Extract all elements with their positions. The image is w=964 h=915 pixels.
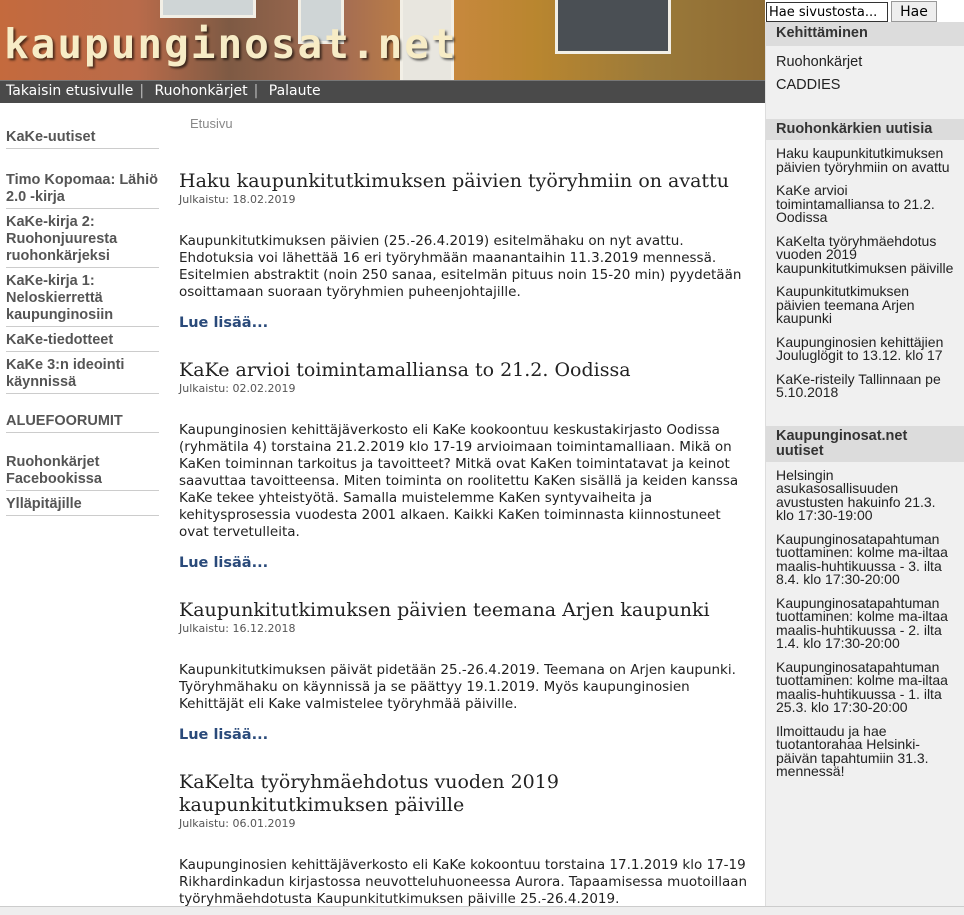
read-more-link[interactable]: Lue lisää... — [179, 727, 269, 743]
sidebar-item-kopomaa-kirja[interactable]: Timo Kopomaa: Lähiö 2.0 -kirja — [6, 171, 159, 209]
article-body: Kaupunginosien kehittäjäverkosto eli KaKe kookoontuu keskustakirjasto Oodissa (ryhmätila 4) torstaina 21.2.2019 klo 17-19 arvioimaan toimintamalliaan. Mikä on KaKen toiminnan tarkoitus ja tavoitteet? Mitkä ovat KaKen toimintatavat ja keinot saavuttaa tavoitteensa. Miten toiminta on roolitettu KaKen sisällä ja keiden kanssa KaKe tekee yhteistyötä. Samalla muistelemme KaKen syntyvaiheita ja kehitysprosessia vuodesta 2001 alkaen. Kaikki KaKen toiminnasta kiinnostuneet ovat tervetulleita. — [179, 422, 739, 540]
top-nav — [0, 80, 765, 103]
article-body: Kaupunginosien kehittäjäverkosto eli KaKe kokoontuu torstaina 17.1.2019 klo 17-19 Rikhardinkadun kirjastossa neuvotteluhuoneessa Aurora. Tapaamisessa muotoillaan työryhmäehdotusta Kaupunkitutkimuksen päiville 25.-26.4.2019. — [179, 857, 748, 906]
breadcrumb[interactable]: Etusivu — [190, 116, 233, 131]
kehittaminen-list — [766, 46, 964, 107]
sidebar-item-kake-kirja-2[interactable]: KaKe-kirja 2: Ruohonjuuresta ruohonkärjeksi — [6, 213, 159, 268]
article-title[interactable]: KaKe arvioi toimintamalliansa to 21.2. Oodissa — [179, 359, 631, 381]
nav-link-home[interactable]: Takaisin etusivulle — [6, 83, 134, 99]
nav-link-feedback[interactable]: Palaute — [268, 83, 321, 99]
read-more-link[interactable]: Lue lisää... — [179, 555, 269, 571]
news-link[interactable]: Helsingin asukasosallisuuden avustusten hakuinfo 21.3. klo 17:30-19:00 — [776, 466, 936, 523]
sidebar-item-kake-tiedotteet[interactable]: KaKe-tiedotteet — [6, 331, 159, 352]
sidebar-item-kake-kirja-1[interactable]: KaKe-kirja 1: Neloskierrettä kaupunginosiin — [6, 272, 159, 327]
site-logo[interactable]: kaupunginosat.net — [4, 20, 458, 68]
kaupunginosat-uutiset-heading: Kaupunginosat.net uutiset — [766, 426, 964, 462]
building-window — [160, 0, 256, 18]
article-date: Julkaistu: 16.12.2018 — [179, 622, 296, 635]
ruohonkarkien-uutisia-list — [766, 140, 964, 418]
ruohonkarkien-uutisia-heading: Ruohonkärkien uutisia — [766, 119, 964, 140]
news-link[interactable]: Ilmoittaudu ja hae tuotantorahaa Helsinki-päivän tapahtumiin 31.3. mennessä! — [776, 722, 929, 779]
article-title[interactable]: Haku kaupunkitutkimuksen päivien työryhmiin on avattu — [179, 170, 729, 192]
news-link[interactable]: KaKe-risteily Tallinnaan pe 5.10.2018 — [776, 370, 941, 400]
news-article — [179, 170, 751, 331]
article-title[interactable]: KaKelta työryhmäehdotus vuoden 2019 kaupunkitutkimuksen päiville — [179, 771, 559, 816]
news-link[interactable]: Haku kaupunkitutkimuksen päivien työryhmiin on avattu — [776, 145, 950, 175]
kehittaminen-item[interactable]: Ruohonkärjet — [776, 54, 863, 70]
news-link[interactable]: Kaupunginosatapahtuman tuottaminen: kolme ma-iltaa maalis-huhtikuussa - 1. ilta 25.3. klo 17:30-20:00 — [776, 658, 948, 715]
news-article — [179, 599, 751, 743]
news-link[interactable]: KaKelta työryhmäehdotus vuoden 2019 kaupunkitutkimuksen päiville — [776, 232, 954, 276]
sidebar-item-kake-3[interactable]: KaKe 3:n ideointi käynnissä — [6, 356, 159, 394]
building-window — [555, 0, 671, 54]
article-title[interactable]: Kaupunkitutkimuksen päivien teemana Arjen kaupunki — [179, 599, 710, 621]
kehittaminen-heading: Kehittäminen — [766, 22, 964, 46]
nav-link-ruohonkarjet[interactable]: Ruohonkärjet — [154, 83, 248, 99]
sidebar-item-kake-uutiset[interactable]: KaKe-uutiset — [6, 128, 159, 149]
article-date: Julkaistu: 02.02.2019 — [179, 382, 296, 395]
left-sidebar — [6, 128, 159, 516]
news-article — [179, 771, 751, 906]
article-body: Kaupunkitutkimuksen päivien (25.-26.4.2019) esitelmähaku on nyt avattu. Ehdotuksia voi lähettää 16 eri työryhmään maanantaihin 11.3.2019 mennessä. Esitelmien abstraktit (noin 250 sanaa, esitelmän pituus noin 15-20 min) pyydetään osoittamaan suoraan työryhmien puheenjohtajille. — [179, 233, 742, 300]
news-link[interactable]: Kaupunkitutkimuksen päivien teemana Arjen kaupunki — [776, 283, 915, 326]
main-content — [160, 103, 765, 906]
sidebar-item-facebook[interactable]: Ruohonkärjet Facebookissa — [6, 453, 159, 491]
search-button[interactable]: Hae — [891, 1, 937, 22]
nav-separator: | — [139, 83, 145, 99]
kehittaminen-item[interactable]: CADDIES — [776, 77, 841, 93]
read-more-link[interactable]: Lue lisää... — [179, 315, 269, 331]
kaupunginosat-uutiset-list — [766, 462, 964, 797]
article-date: Julkaistu: 18.02.2019 — [179, 193, 296, 206]
sidebar-item-yllapitajille[interactable]: Ylläpitäjille — [6, 495, 159, 516]
nav-separator: | — [253, 83, 259, 99]
header-banner — [0, 0, 765, 80]
news-link[interactable]: Kaupunginosatapahtuman tuottaminen: kolme ma-iltaa maalis-huhtikuussa - 2. ilta 1.4. klo 17:30-20:00 — [776, 594, 948, 651]
news-link[interactable]: Kaupunginosatapahtuman tuottaminen: kolme ma-iltaa maalis-huhtikuussa - 3. ilta 8.4. klo 17:30-20:00 — [776, 530, 948, 587]
news-link[interactable]: KaKe arvioi toimintamalliansa to 21.2. Oodissa — [776, 182, 935, 225]
article-body: Kaupunkitutkimuksen päivät pidetään 25.-26.4.2019. Teemana on Arjen kaupunki. Työryhmähaku on käynnissä ja se päättyy 19.1.2019. Myös kaupunginosien Kehittäjät eli Kake valmistelee työryhmää päiville. — [179, 662, 736, 712]
article-date: Julkaistu: 06.01.2019 — [179, 817, 296, 830]
news-article — [179, 359, 751, 571]
right-sidebar — [765, 22, 964, 906]
search-input[interactable] — [766, 2, 888, 22]
sidebar-heading-aluefoorumit: ALUEFOORUMIT — [6, 412, 159, 433]
news-link[interactable]: Kaupunginosien kehittäjien Jouluglögit to 13.12. klo 17 — [776, 333, 944, 363]
